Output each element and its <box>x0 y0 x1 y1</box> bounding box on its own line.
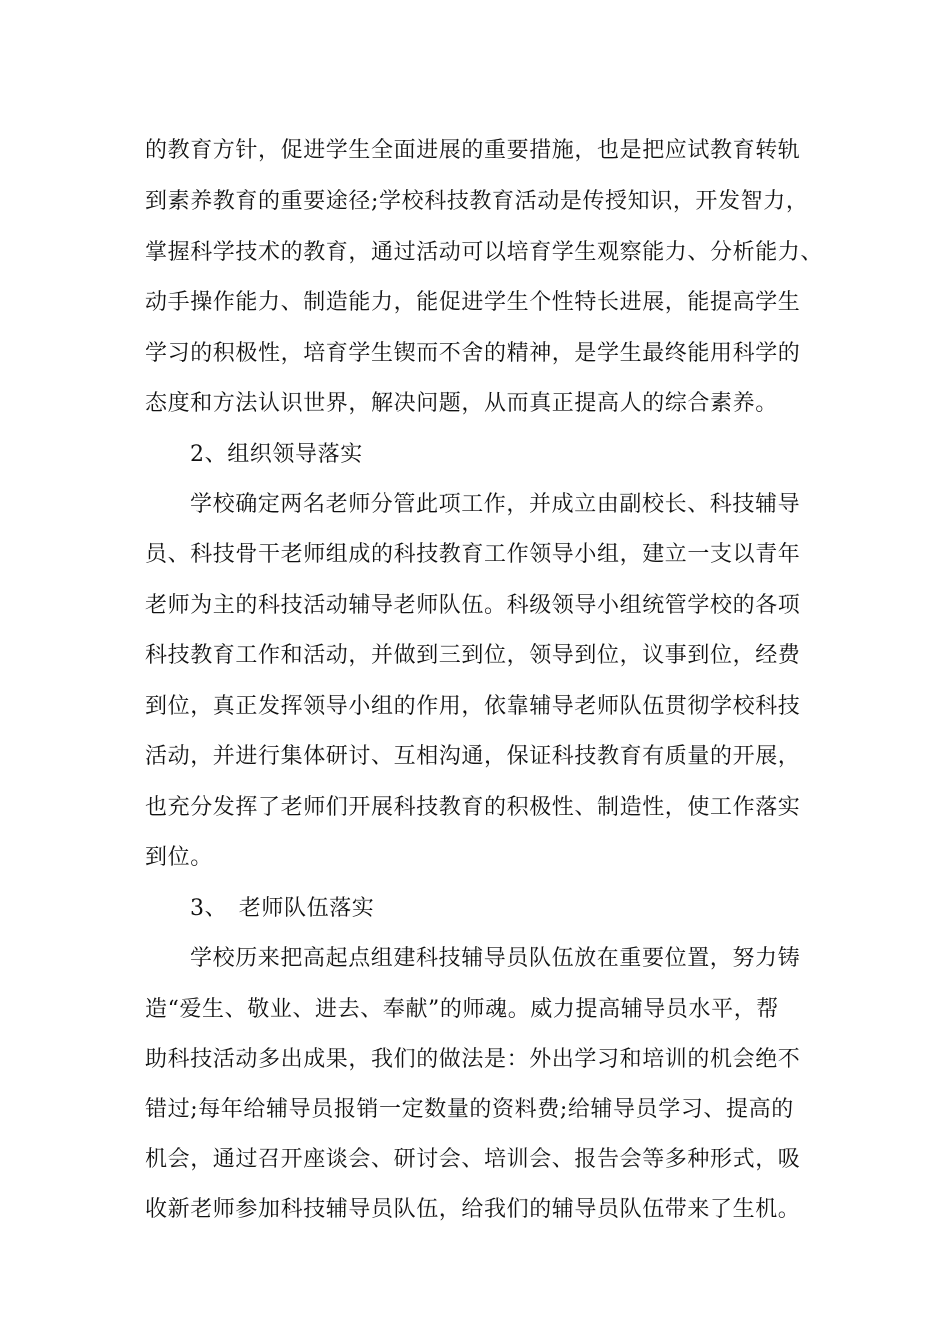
text-line: 到位，真正发挥领导小组的作用，依靠辅导老师队伍贯彻学校科技 <box>145 694 801 719</box>
text-line: 也充分发挥了老师们开展科技教育的积极性、制造性，使工作落实 <box>145 795 801 820</box>
text-line: 态度和方法认识世界，解决问题，从而真正提高人的综合素养。 <box>145 391 778 416</box>
text-line: 收新老师参加科技辅导员队伍，给我们的辅导员队伍带来了生机。 <box>145 1197 801 1222</box>
text-line: 到位。 <box>145 845 213 870</box>
text-line: 机会，通过召开座谈会、研讨会、培训会、报告会等多种形式，吸 <box>145 1147 801 1172</box>
text-line: 学习的积极性，培育学生锲而不舍的精神，是学生最终能用科学的 <box>145 341 801 366</box>
text-line: 掌握科学技术的教育，通过活动可以培育学生观察能力、分析能力、 <box>145 240 824 265</box>
section-heading: 2、组织领导落实 <box>190 442 363 467</box>
text-line: 错过;每年给辅导员报销一定数量的资料费;给辅导员学习、提高的 <box>145 1097 794 1122</box>
text-line: 助科技活动多出成果，我们的做法是：外出学习和培训的机会绝不 <box>145 1047 801 1072</box>
text-line: 的教育方针，促进学生全面进展的重要措施，也是把应试教育转轨 <box>145 138 801 163</box>
text-line: 动手操作能力、制造能力，能促进学生个性特长进展，能提高学生 <box>145 290 801 315</box>
text-line: 员、科技骨干老师组成的科技教育工作领导小组，建立一支以青年 <box>145 542 801 567</box>
text-line: 造“爱生、敬业、进去、奉献”的师魂。威力提高辅导员水平，帮 <box>145 997 779 1022</box>
text-line: 学校历来把高起点组建科技辅导员队伍放在重要位置，努力铸 <box>190 946 801 971</box>
text-line: 科技教育工作和活动，并做到三到位，领导到位，议事到位，经费 <box>145 643 801 668</box>
text-line: 学校确定两名老师分管此项工作，并成立由副校长、科技辅导 <box>190 492 801 517</box>
text-line: 到素养教育的重要途径;学校科技教育活动是传授知识，开发智力， <box>145 189 809 214</box>
text-line: 活动，并进行集体研讨、互相沟通，保证科技教育有质量的开展， <box>145 744 801 769</box>
section-heading: 3、 老师队伍落实 <box>190 896 375 921</box>
text-line: 老师为主的科技活动辅导老师队伍。科级领导小组统管学校的各项 <box>145 593 801 618</box>
